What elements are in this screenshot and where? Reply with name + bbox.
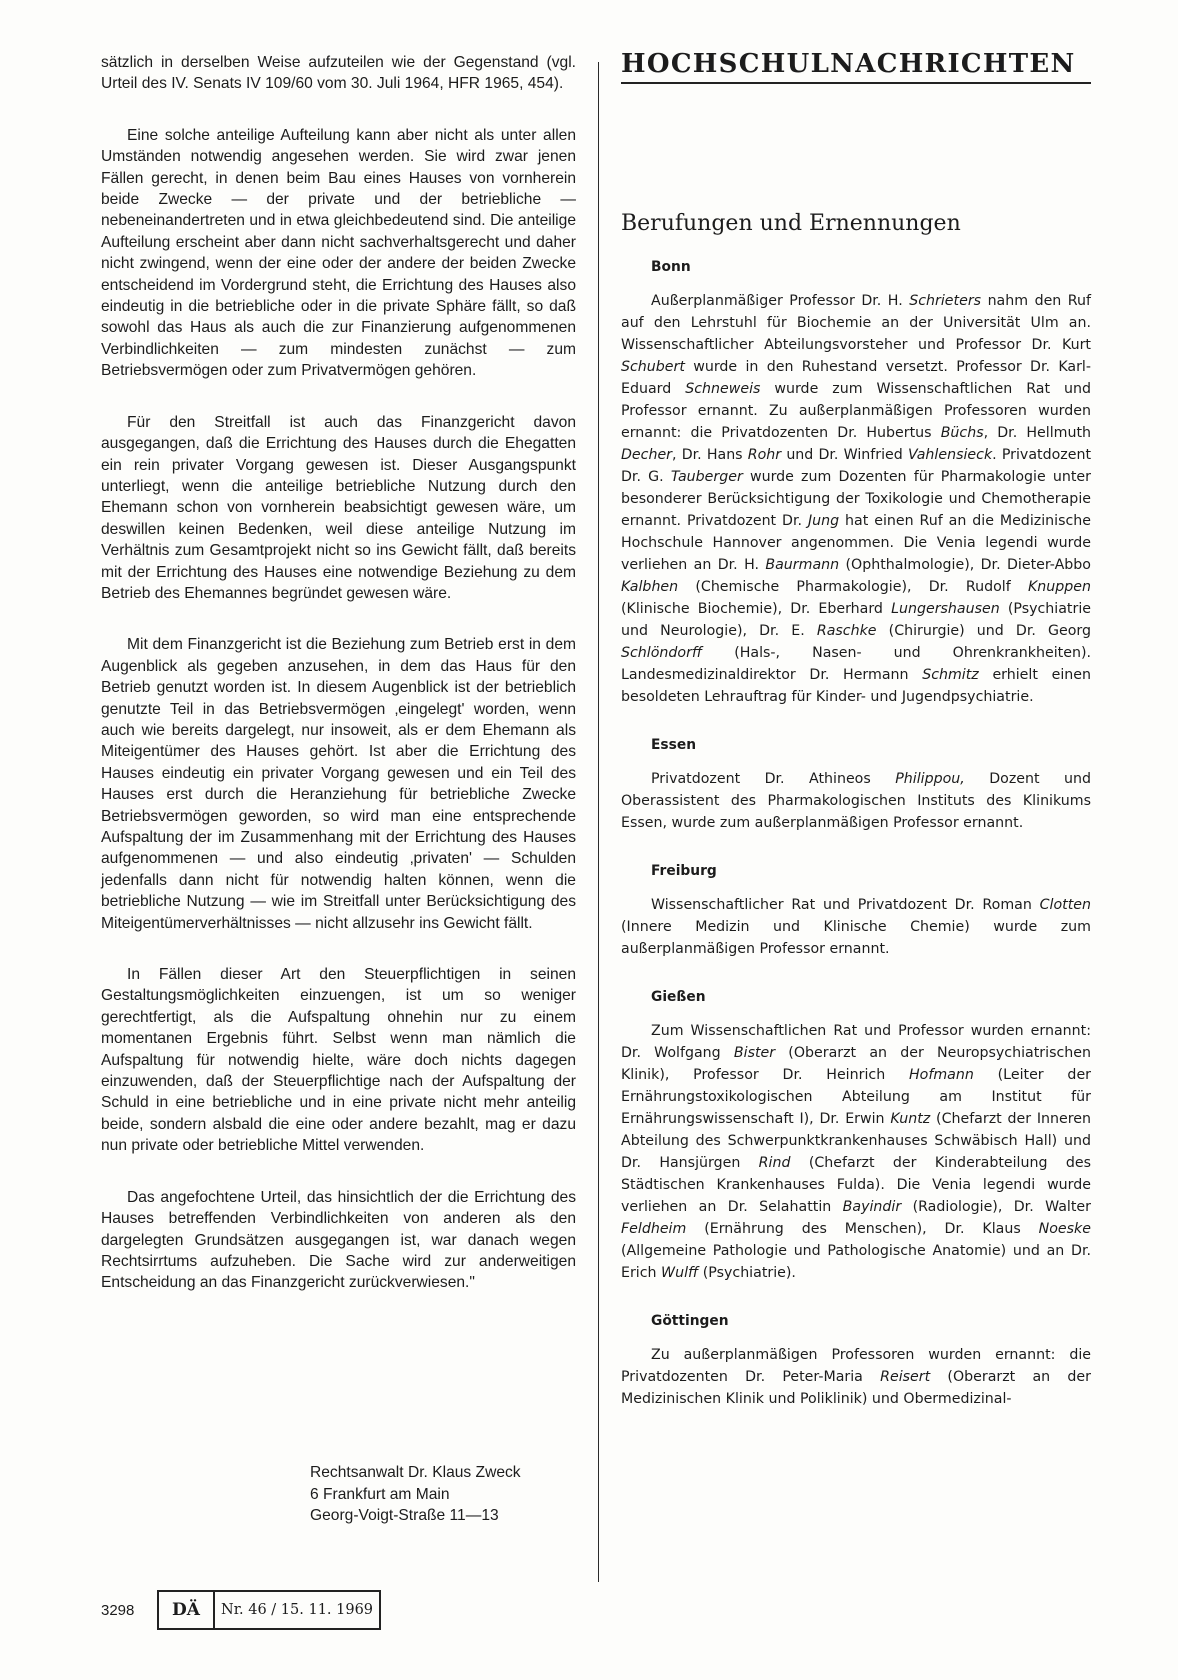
city-heading-freiburg: Freiburg [651, 863, 717, 879]
paragraph: In Fällen dieser Art den Steuerpflichtigen in seinen Gestaltungsmöglichkeiten einzuengen, ist um so weniger gerechtfertigt, als die Aufspaltung ohnehin nur zu einem momentanen Ergebnis führt. Selbst wenn man nämlich die Aufspaltung für notwendig hielte, wäre doch nichts dagegen einzuwenden, daß der Steuerpflichtige nach der Aufspaltung der Schuld in eine betriebliche und in eine private nicht mehr anteilig beide, sondern alsbald die eine oder andere bezahlt, mag er dazu nun private oder betriebliche Mittel verwenden. [101, 966, 576, 1155]
author-signature-block [310, 1462, 521, 1527]
right-column [621, 48, 1091, 1410]
news-paragraph-bonn: Außerplanmäßiger Professor Dr. H. Schrieters nahm den Ruf auf den Lehrstuhl für Biochemie an der Universität Ulm an. Wissenschaftlicher Abteilungsvorsteher und Professor Dr. Kurt Schubert wurde in den Ruhestand versetzt. Professor Dr. Karl-Eduard Schneweis wurde zum Wissenschaftlichen Rat und Professor ernannt. Zu außerplanmäßigen Professoren wurden ernannt: die Privatdozenten Dr. Hubertus Büchs, Dr. Hellmuth Decher, Dr. Hans Rohr und Dr. Winfried Vahlensieck. Privatdozent Dr. G. Tauberger wurde zum Dozenten für Pharmakologie unter besonderer Berücksichtigung der Toxikologie und Chemotherapie ernannt. Privatdozent Dr. Jung hat einen Ruf an die Medizinische Hochschule Hannover angenommen. Die Venia legendi wurde verliehen an Dr. H. Baurmann (Ophthalmologie), Dr. Dieter-Abbo Kalbhen (Chemische Pharmakologie), Dr. Rudolf Knuppen (Klinische Biochemie), Dr. Eberhard Lungershausen (Psychiatrie und Neurologie), Dr. E. Raschke (Chirurgie) und Dr. Georg Schlöndorff (Hals-, Nasen- und Ohrenkrankheiten). Landesmedizinaldirektor Dr. Hermann Schmitz erhielt einen besoldeten Lehrauftrag für Kinder- und Jugendpsychiatrie. [621, 293, 1092, 705]
section-heading: Berufungen und Ernennungen [621, 211, 961, 236]
author-name: Rechtsanwalt Dr. Klaus Zweck [310, 1464, 521, 1481]
news-paragraph-goettingen: Zu außerplanmäßigen Professoren wurden ernannt: die Privatdozenten Dr. Peter-Maria Reisert (Oberarzt an der Medizinischen Klinik und Poliklinik) und Obermedizinal- [621, 1347, 1091, 1407]
paragraph: sätzlich in derselben Weise aufzuteilen wie der Gegenstand (vgl. Urteil des IV. Senats IV 109/60 vom 30. Juli 1964, HFR 1965, 454). [101, 54, 576, 93]
paragraph: Für den Streitfall ist auch das Finanzgericht davon ausgegangen, daß die Errichtung des Hauses durch die Ehegatten ein rein privater Vorgang gewesen ist. Dieser Ausgangspunkt unterliegt, wenn die anteilige betriebliche Nutzung durch den Ehemann schon von vornherein beabsichtigt gewesen wäre, um deswillen keinen Bedenken, weil diese anteilige Nutzung im Verhältnis zum Gesamtprojekt nicht so ins Gewicht fällt, daß bereits mit der Errichtung des Hauses eine notwendige Beziehung zu dem Betrieb des Ehemannes begründet gewesen wäre. [101, 413, 576, 602]
city-heading-giessen: Gießen [651, 989, 706, 1005]
city-heading-bonn: Bonn [651, 259, 691, 275]
news-paragraph-freiburg: Wissenschaftlicher Rat und Privatdozent Dr. Roman Clotten (Innere Medizin und Klinische Chemie) wurde zum außerplanmäßigen Professor ernannt. [621, 897, 1091, 957]
left-column [101, 52, 576, 1294]
journal-badge [157, 1590, 381, 1630]
news-paragraph-giessen: Zum Wissenschaftlichen Rat und Professor wurden ernannt: Dr. Wolfgang Bister (Oberarzt an der Neuropsychiatrischen Klinik), Professor Dr. Heinrich Hofmann (Leiter der Ernährungstoxikologischen Abteilung am Institut für Ernährungswissenschaft I), Dr. Erwin Kuntz (Chefarzt der Inneren Abteilung des Schwerpunktkrankenhauses Schwäbisch Hall) und Dr. Hansjürgen Rind (Chefarzt der Kinderabteilung des Städtischen Krankenhauses Fulda). Die Venia legendi wurde verliehen an Dr. Selahattin Bayindir (Radiologie), Dr. Walter Feldheim (Ernährung des Menschen), Dr. Klaus Noeske (Allgemeine Pathologie und Pathologische Anatomie) und an Dr. Erich Wulff (Psychiatrie). [621, 1023, 1092, 1281]
page-number: 3298 [101, 1601, 135, 1619]
city-heading-essen: Essen [651, 737, 697, 753]
author-city: 6 Frankfurt am Main [310, 1485, 450, 1503]
paragraph: Das angefochtene Urteil, das hinsichtlich der die Errichtung des Hauses betreffenden Verbindlichkeiten von anderen als den dargelegten Grundsätzen ausgegangen ist, war danach wegen Rechtsirrtums aufzuheben. Die Sache wird zur anderweitigen Entscheidung an das Finanzgericht zurückverwiesen." [101, 1188, 576, 1292]
section-title: HOCHSCHULNACHRICHTEN [621, 48, 1091, 84]
journal-logo: DÄ [159, 1592, 215, 1628]
city-heading-goettingen: Göttingen [651, 1313, 729, 1329]
paragraph: Mit dem Finanzgericht ist die Beziehung zum Betrieb erst in dem Augenblick als gegeben anzusehen, in dem das Haus für den Betrieb genutzt worden ist. In diesem Augenblick ist der betrieblich genutzte Teil in das Betriebsvermögen ‚eingelegt' worden, wenn auch wie bereits dargelegt, nur insoweit, als er dem Ehemann als Miteigentümer des Hauses gehört. Ist aber die Errichtung des Hauses eindeutig ein privater Vorgang gewesen und ein Teil des Hauses erst durch die Heranziehung für betriebliche Zwecke Betriebsvermögen geworden, so wird man eine entsprechende Aufspaltung der im Zusammenhang mit der Errichtung des Hauses aufgenommenen — und also eindeutig ‚privaten' — Schulden jedenfalls dann nicht für notwendig halten können, wenn die betriebliche Nutzung — wie im Streitfall unter Berücksichtigung des Miteigentümerverhältnisses — nicht allzusehr ins Gewicht fällt. [101, 636, 576, 932]
issue-date: Nr. 46 / 15. 11. 1969 [221, 1602, 374, 1618]
author-street: Georg-Voigt-Straße 11—13 [310, 1507, 499, 1524]
column-divider [598, 62, 599, 1582]
page-footer [101, 1590, 381, 1630]
news-paragraph-essen: Privatdozent Dr. Athineos Philippou, Dozent und Oberassistent des Pharmakologischen Instituts des Klinikums Essen, wurde zum außerplanmäßigen Professor ernannt. [621, 771, 1091, 831]
paragraph: Eine solche anteilige Aufteilung kann aber nicht als unter allen Umständen notwendig angesehen werden. Sie wird zwar jenen Fällen gerecht, in denen beim Bau eines Hauses von vornherein beide Zwecke — der private und der betriebliche — nebeneinandertreten und in etwa gleichbedeutend sind. Die anteilige Aufteilung erscheint aber dann nicht sachverhaltsgerecht und daher nicht zwingend, wenn der eine oder der andere der beiden Zwecke entscheidend im Vordergrund steht, die Errichtung des Hauses also eindeutig in die betriebliche oder in die private Sphäre fällt, so daß sowohl das Haus als auch die zur Finanzierung aufgenommenen Verbindlichkeiten — zum mindesten zunächst — zum Betriebsvermögen oder zum Privatvermögen gehören. [101, 126, 576, 380]
